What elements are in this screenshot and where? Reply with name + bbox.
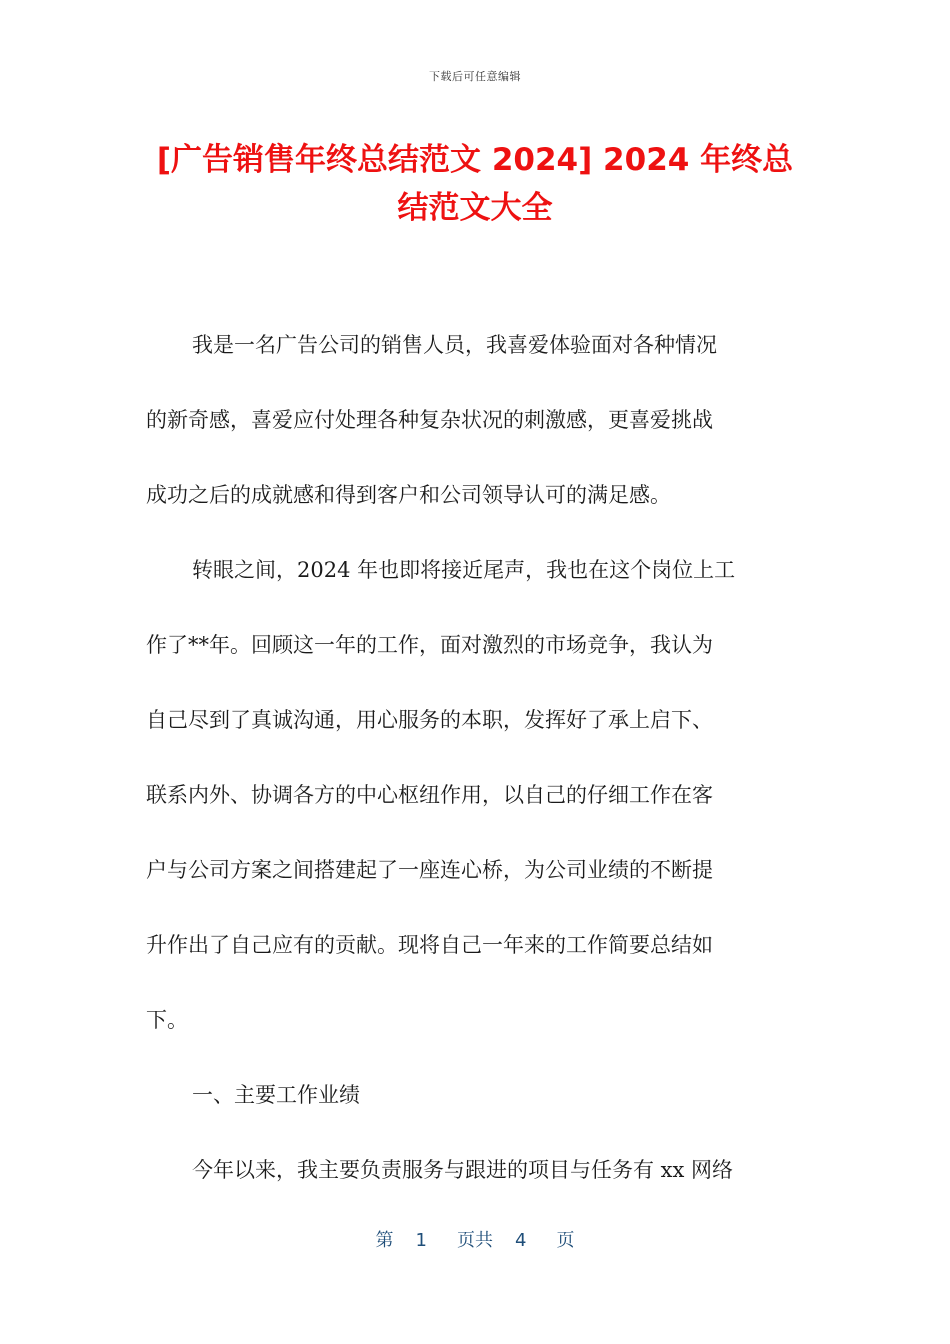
page-footer	[0, 1226, 950, 1252]
body-line: 升作出了自己应有的贡献。现将自己一年来的工作简要总结如	[146, 933, 713, 957]
body-line: 我是一名广告公司的销售人员，我喜爱体验面对各种情况	[192, 333, 717, 357]
body-line: 联系内外、协调各方的中心枢纽作用，以自己的仔细工作在客	[146, 783, 713, 807]
title-line-2: 结范文大全	[397, 190, 553, 226]
body-line: 作了**年。回顾这一年的工作，面对激烈的市场竞争，我认为	[146, 633, 713, 657]
body-line: 一、主要工作业绩	[192, 1083, 360, 1107]
footer-middle: 页共	[457, 1230, 493, 1251]
body-line: 下。	[146, 1008, 188, 1032]
body-line: 今年以来，我主要负责服务与跟进的项目与任务有 xx 网络	[192, 1158, 734, 1182]
document-title	[140, 136, 810, 232]
footer-page-current: 1	[415, 1230, 427, 1251]
body-line: 自己尽到了真诚沟通，用心服务的本职，发挥好了承上启下、	[146, 708, 713, 732]
body-line: 的新奇感，喜爱应付处理各种复杂状况的刺激感，更喜爱挑战	[146, 408, 713, 432]
header-note: 下载后可任意编辑	[429, 70, 521, 83]
title-line-1: [广告销售年终总结范文 2024] 2024 年终总	[156, 142, 794, 178]
document-body	[146, 308, 800, 1208]
footer-prefix: 第	[375, 1230, 394, 1251]
footer-suffix: 页	[556, 1230, 575, 1251]
body-line: 转眼之间，2024 年也即将接近尾声，我也在这个岗位上工	[192, 558, 736, 582]
body-line: 户与公司方案之间搭建起了一座连心桥，为公司业绩的不断提	[146, 858, 713, 882]
body-line: 成功之后的成就感和得到客户和公司领导认可的满足感。	[146, 483, 671, 507]
footer-page-total: 4	[515, 1230, 527, 1251]
